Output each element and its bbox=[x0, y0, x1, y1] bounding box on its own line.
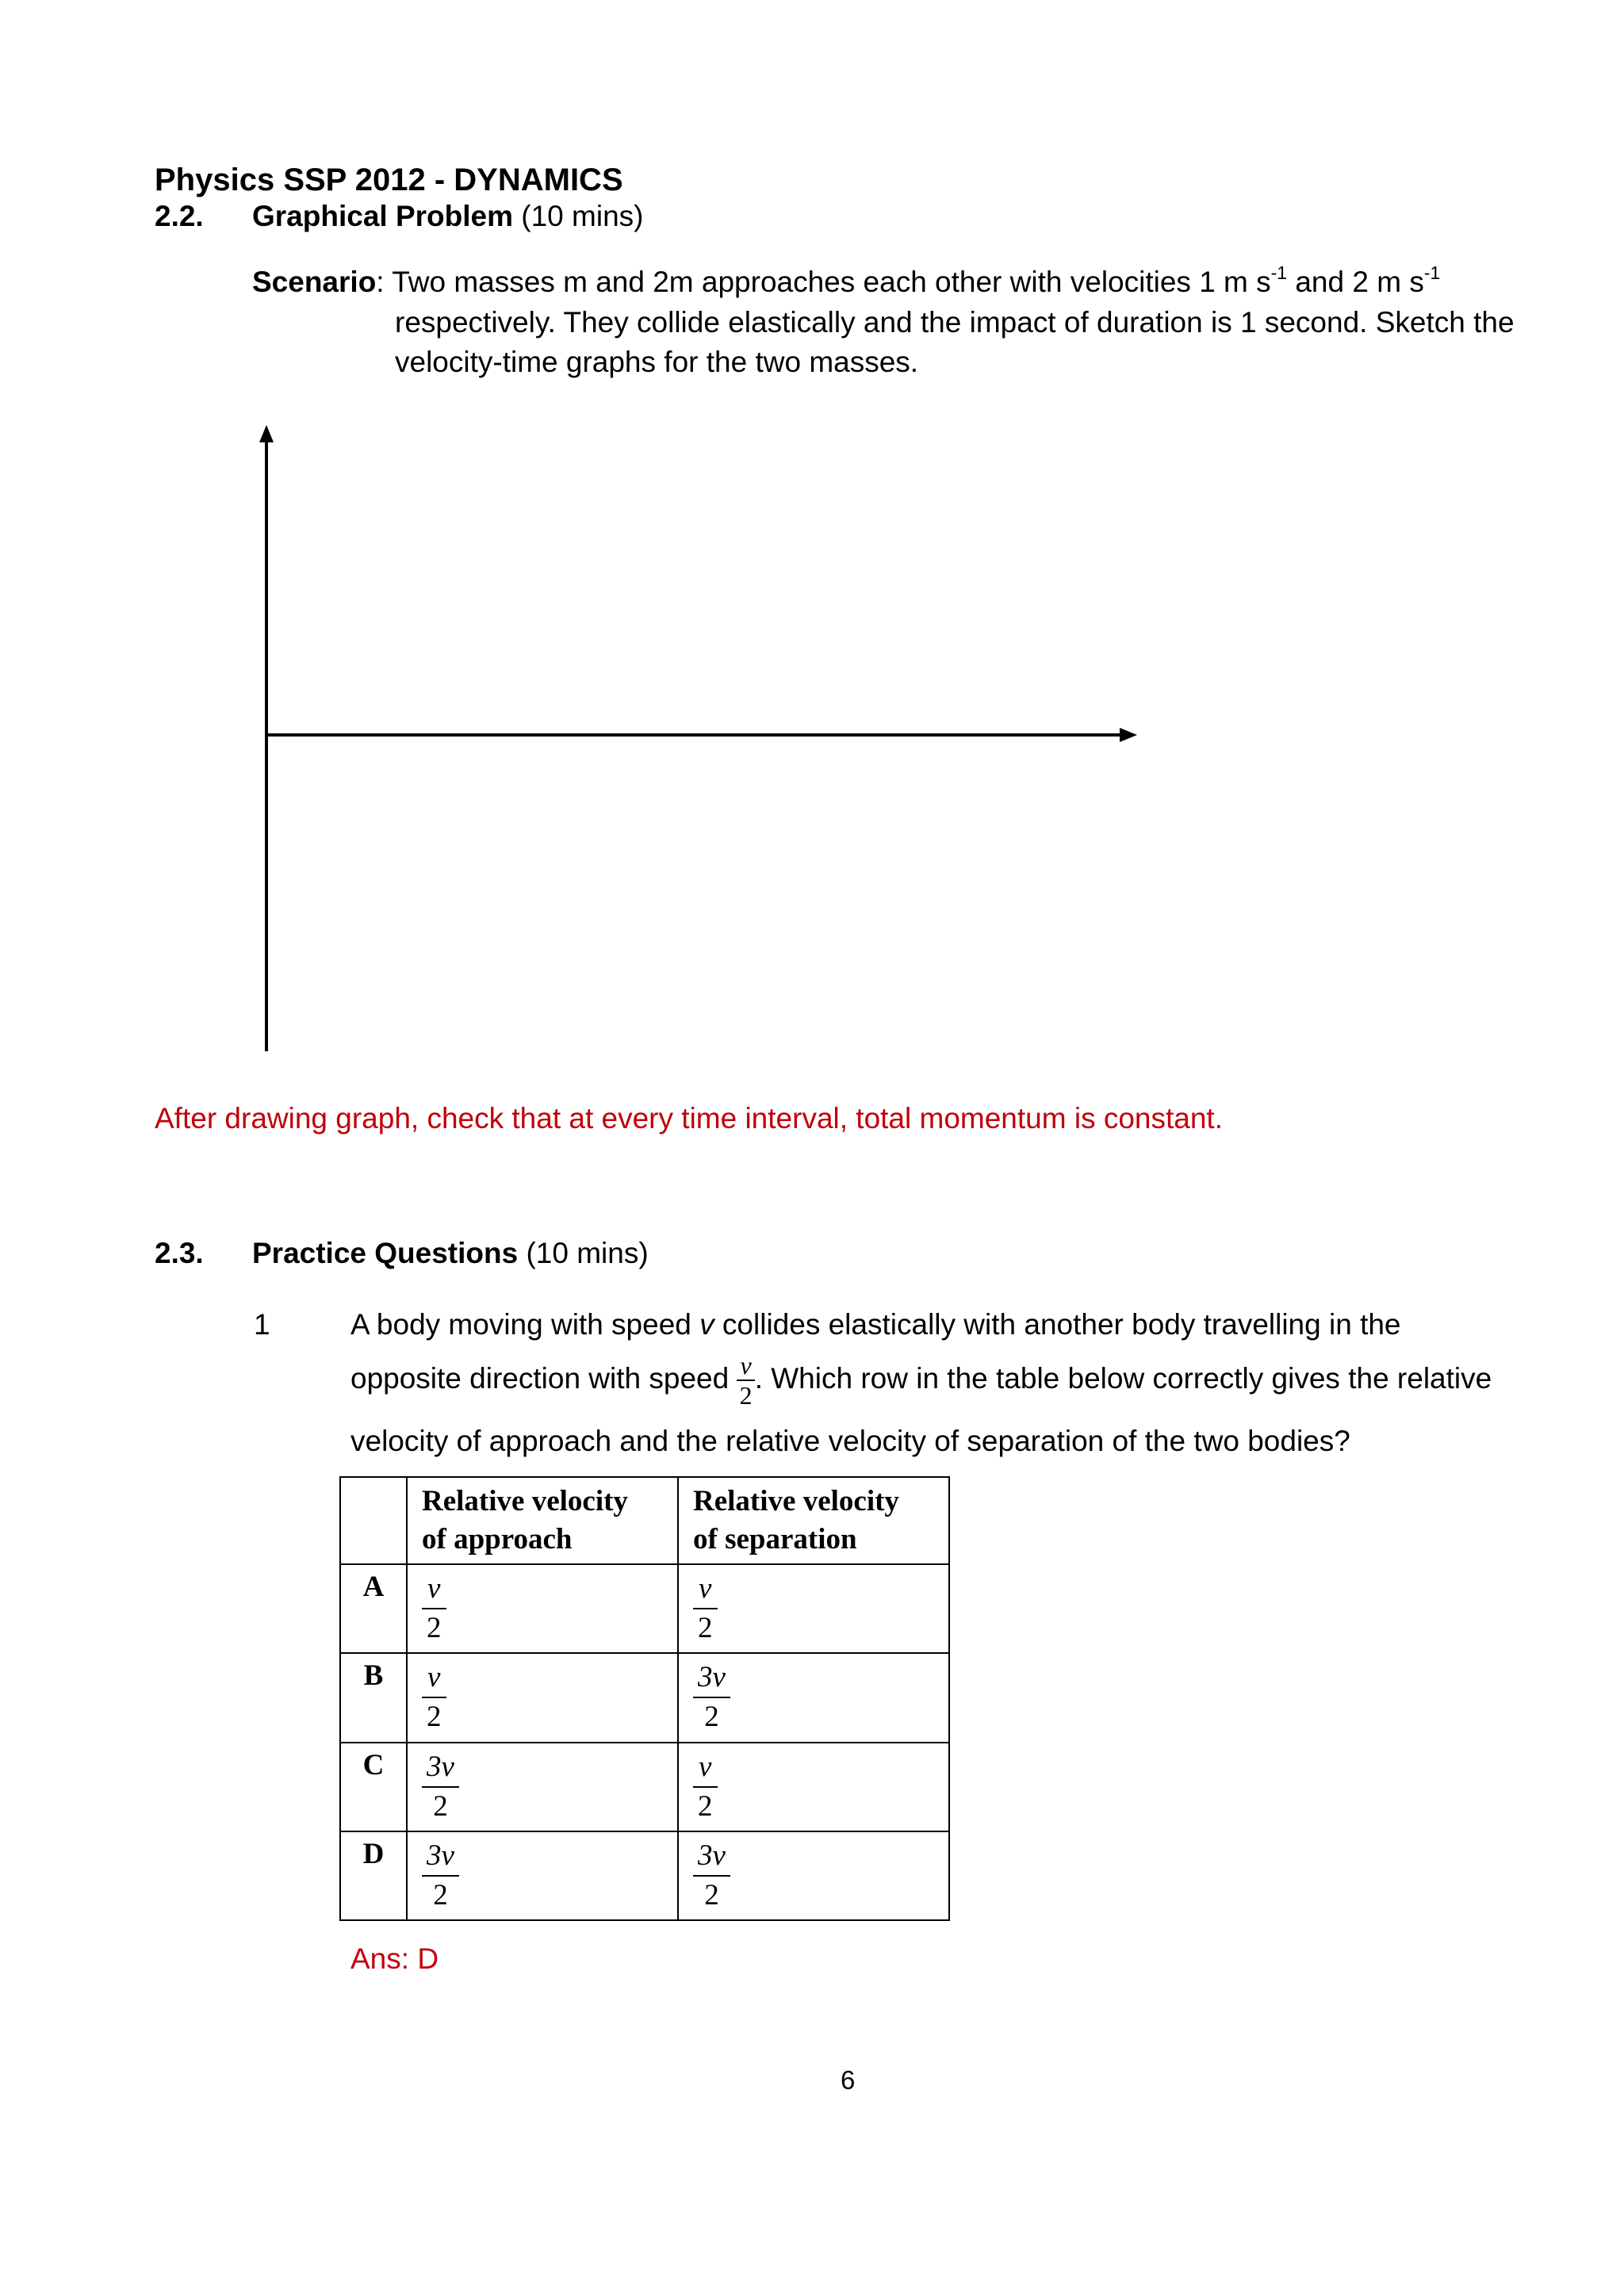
scenario-line-3: velocity-time graphs for the two masses. bbox=[395, 346, 919, 378]
page-number: 6 bbox=[841, 2065, 856, 2095]
velocity-time-axes bbox=[238, 412, 1158, 1062]
separation-value bbox=[678, 1564, 949, 1653]
speed-variable: v bbox=[699, 1308, 714, 1341]
scenario-text-b: and 2 m s bbox=[1287, 266, 1424, 298]
fraction-denominator: 2 bbox=[427, 1612, 442, 1645]
separation-value bbox=[678, 1743, 949, 1831]
options-table bbox=[339, 1476, 950, 1921]
answer: Ans: D bbox=[350, 1942, 439, 1975]
fraction-numerator: v bbox=[699, 1572, 712, 1605]
table-row bbox=[340, 1743, 949, 1831]
option-label: C bbox=[340, 1743, 407, 1831]
fraction-denominator: 2 bbox=[427, 1701, 442, 1734]
fraction-numerator: 3v bbox=[698, 1839, 726, 1872]
scenario-text-a: Two masses m and 2m approaches each other with velocities 1 m s bbox=[392, 266, 1271, 298]
header-approach bbox=[407, 1477, 678, 1564]
section-2-3-title: Practice Questions bbox=[252, 1237, 519, 1269]
scenario-line-1 bbox=[252, 262, 1441, 299]
y-axis-arrowhead bbox=[259, 425, 274, 442]
v-over-2-fraction bbox=[737, 1353, 754, 1408]
question-line-1 bbox=[350, 1308, 1401, 1341]
x-axis-arrowhead bbox=[1120, 728, 1137, 742]
fraction-denominator: 2 bbox=[739, 1381, 753, 1410]
section-2-3-number: 2.3. bbox=[155, 1237, 204, 1269]
question-number: 1 bbox=[254, 1308, 270, 1341]
question-line-2 bbox=[350, 1353, 1492, 1408]
header-approach-line2: of approach bbox=[422, 1523, 573, 1556]
section-2-2-duration: (10 mins) bbox=[521, 200, 644, 232]
approach-value bbox=[407, 1653, 678, 1742]
scenario-label: Scenario bbox=[252, 266, 377, 298]
fraction-numerator: v bbox=[427, 1661, 441, 1694]
header-separation bbox=[678, 1477, 949, 1564]
fraction-numerator: 3v bbox=[698, 1661, 726, 1694]
table-header-row bbox=[340, 1477, 949, 1564]
option-label: B bbox=[340, 1653, 407, 1742]
question-text-a: A body moving with speed bbox=[350, 1308, 700, 1341]
fraction-denominator: 2 bbox=[433, 1789, 448, 1823]
section-2-2-heading bbox=[252, 200, 643, 233]
superscript-minus-one: -1 bbox=[1270, 262, 1288, 283]
section-2-2-title: Graphical Problem bbox=[252, 200, 513, 232]
fraction-denominator: 2 bbox=[704, 1701, 719, 1734]
separation-value bbox=[678, 1653, 949, 1742]
fraction-denominator: 2 bbox=[698, 1789, 713, 1823]
option-label: A bbox=[340, 1564, 407, 1653]
header-approach-line1: Relative velocity bbox=[422, 1485, 628, 1517]
fraction-numerator: 3v bbox=[427, 1750, 454, 1783]
section-2-3-heading bbox=[252, 1237, 649, 1270]
separation-value bbox=[678, 1831, 949, 1920]
header-separation-line1: Relative velocity bbox=[693, 1485, 899, 1517]
table-row bbox=[340, 1653, 949, 1742]
fraction-numerator: 3v bbox=[427, 1839, 454, 1872]
section-2-2-number: 2.2. bbox=[155, 200, 204, 232]
option-label: D bbox=[340, 1831, 407, 1920]
section-2-3-duration: (10 mins) bbox=[526, 1237, 649, 1269]
question-text-b: collides elastically with another body travelling in the bbox=[714, 1308, 1401, 1341]
approach-value bbox=[407, 1743, 678, 1831]
approach-value bbox=[407, 1564, 678, 1653]
header-blank-cell bbox=[340, 1477, 407, 1564]
question-text-c: opposite direction with speed bbox=[350, 1361, 730, 1395]
fraction-numerator: v bbox=[427, 1572, 441, 1605]
scenario-colon: : bbox=[376, 266, 385, 298]
fraction-denominator: 2 bbox=[704, 1878, 719, 1911]
question-line-3: velocity of approach and the relative velocity of separation of the two bodies? bbox=[350, 1425, 1350, 1457]
table-row bbox=[340, 1831, 949, 1920]
approach-value bbox=[407, 1831, 678, 1920]
question-text-d: . Which row in the table below correctly gives the relative bbox=[754, 1361, 1492, 1395]
fraction-numerator: v bbox=[737, 1353, 754, 1381]
momentum-check-note: After drawing graph, check that at every time interval, total momentum is constant. bbox=[155, 1102, 1223, 1135]
header-separation-line2: of separation bbox=[693, 1523, 857, 1556]
table-row bbox=[340, 1564, 949, 1653]
superscript-minus-one: -1 bbox=[1423, 262, 1441, 283]
fraction-denominator: 2 bbox=[698, 1612, 713, 1645]
fraction-denominator: 2 bbox=[433, 1878, 448, 1911]
scenario-line-2: respectively. They collide elastically and the impact of duration is 1 second. Sketch the bbox=[395, 306, 1515, 339]
fraction-numerator: v bbox=[699, 1750, 712, 1783]
page-title: Physics SSP 2012 - DYNAMICS bbox=[155, 163, 623, 197]
